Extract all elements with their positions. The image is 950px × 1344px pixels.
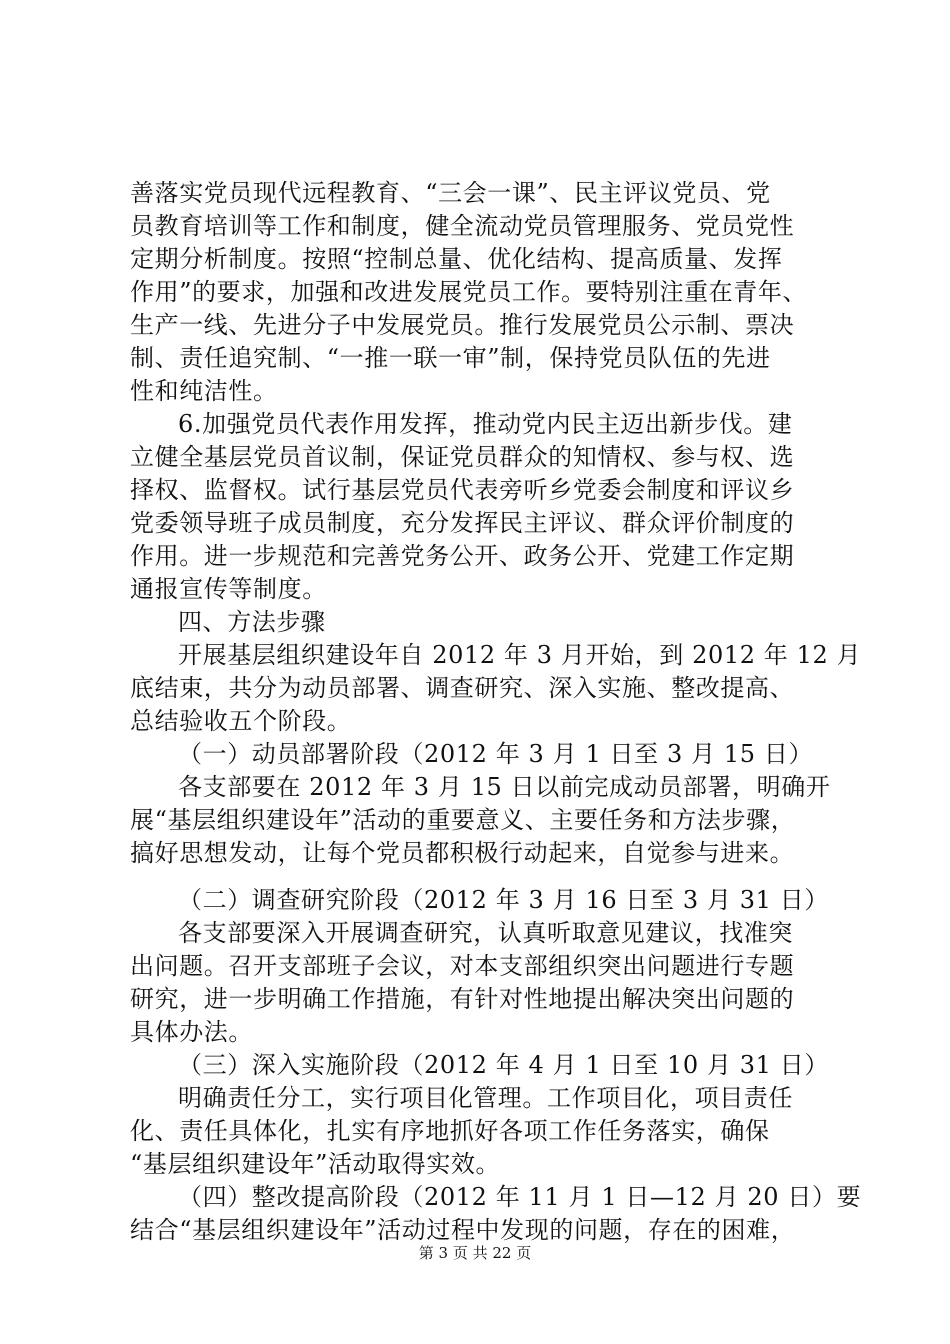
subsection-heading: （一）动员部署阶段（2012 年 3 月 1 日至 3 月 15 日） xyxy=(178,740,814,768)
body-line: 生产一线、先进分子中发展党员。推行发展党员公示制、票决 xyxy=(130,311,795,339)
body-line: 明确责任分工，实行项目化管理。工作项目化，项目责任 xyxy=(178,1084,793,1112)
body-line: 各支部要在 2012 年 3 月 15 日以前完成动员部署，明确开 xyxy=(178,773,831,801)
body-line: 化、责任具体化，扎实有序地抓好各项工作任务落实，确保 xyxy=(130,1117,770,1145)
body-line: 制、责任追究制、“一推一联一审”制，保持党员队伍的先进 xyxy=(130,344,771,372)
body-line: 研究，进一步明确工作措施，有针对性地提出解决突出问题的 xyxy=(130,985,795,1013)
page-footer: 第 3 页 共 22 页 xyxy=(418,1244,532,1262)
subsection-heading: （三）深入实施阶段（2012 年 4 月 1 日至 10 月 31 日） xyxy=(178,1051,829,1079)
body-line: 立健全基层党员首议制，保证党员群众的知情权、参与权、选 xyxy=(130,443,795,471)
body-line: 具体办法。 xyxy=(130,1018,253,1046)
body-line: 作用”的要求，加强和改进发展党员工作。要特别注重在青年、 xyxy=(130,278,808,306)
body-line: 择权、监督权。试行基层党员代表旁听乡党委会制度和评议乡 xyxy=(130,476,795,504)
body-line: 底结束，共分为动员部署、调查研究、深入实施、整改提高、 xyxy=(130,674,795,702)
body-line: “基层组织建设年”活动取得实效。 xyxy=(130,1150,501,1178)
body-line: 员教育培训等工作和制度，健全流动党员管理服务、党员党性 xyxy=(130,212,795,240)
body-line: 定期分析制度。按照“控制总量、优化结构、提高质量、发挥 xyxy=(130,245,783,273)
body-line: 出问题。召开支部班子会议，对本支部组织突出问题进行专题 xyxy=(130,952,795,980)
body-line: 6.加强党员代表作用发挥，推动党内民主迈出新步伐。建 xyxy=(178,410,793,438)
subsection-heading: （四）整改提高阶段（2012 年 11 月 1 日—12 月 20 日）要 xyxy=(178,1183,862,1211)
body-line: 通报宣传等制度。 xyxy=(130,575,327,603)
body-line: 展“基层组织建设年”活动的重要意义、主要任务和方法步骤， xyxy=(130,806,796,834)
body-line: 各支部要深入开展调查研究，认真听取意见建议，找准突 xyxy=(178,919,793,947)
body-line: 搞好思想发动，让每个党员都积极行动起来，自觉参与进来。 xyxy=(130,839,795,867)
body-line: 性和纯洁性。 xyxy=(130,377,278,405)
section-heading: 四、方法步骤 xyxy=(178,608,326,636)
body-line: 善落实党员现代远程教育、“三会一课”、民主评议党员、党 xyxy=(130,179,771,207)
body-line: 总结验收五个阶段。 xyxy=(130,707,352,735)
body-line: 作用。进一步规范和完善党务公开、政务公开、党建工作定期 xyxy=(130,542,795,570)
body-line: 党委领导班子成员制度，充分发挥民主评议、群众评价制度的 xyxy=(130,509,795,537)
subsection-heading: （二）调查研究阶段（2012 年 3 月 16 日至 3 月 31 日） xyxy=(178,886,829,914)
body-line: 结合“基层组织建设年”活动过程中发现的问题，存在的困难， xyxy=(130,1216,796,1244)
body-line: 开展基层组织建设年自 2012 年 3 月开始，到 2012 年 12 月 xyxy=(178,641,862,669)
